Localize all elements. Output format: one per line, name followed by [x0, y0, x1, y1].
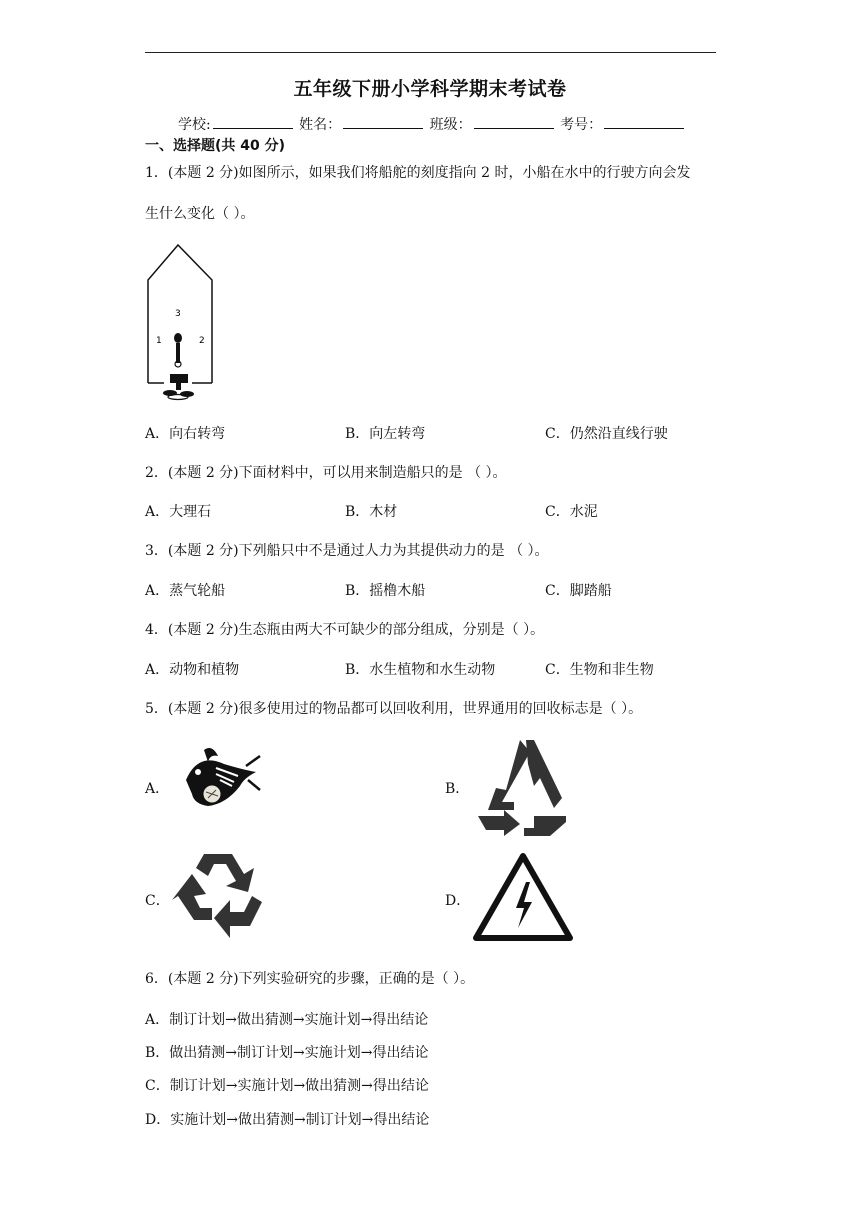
- question-4-stem: 4．(本题 2 分)生态瓶由两大不可缺少的部分组成，分别是（ ）。: [145, 622, 545, 638]
- q4-option-b[interactable]: B．水生植物和水生动物: [345, 662, 496, 678]
- rudder-label-3: 3: [175, 309, 181, 319]
- q6-option-b[interactable]: B．做出猜测→制订计划→实施计划→得出结论: [145, 1045, 429, 1061]
- q5-option-d-label[interactable]: D．: [445, 893, 471, 909]
- q3-option-c[interactable]: C．脚踏船: [545, 583, 612, 599]
- boat-rudder-figure: [140, 240, 220, 410]
- q2-option-c[interactable]: C．水泥: [545, 504, 598, 520]
- q5-option-c-label[interactable]: C．: [145, 893, 170, 909]
- question-5-stem: 5．(本题 2 分)很多使用过的物品都可以回收利用，世界通用的回收标志是（ ）。: [145, 701, 643, 717]
- number-label: 考号：: [560, 117, 603, 133]
- q1-option-a[interactable]: A．向右转弯: [145, 426, 226, 442]
- q6-option-a[interactable]: A．制订计划→做出猜测→实施计划→得出结论: [145, 1012, 429, 1028]
- q2-option-a[interactable]: A．大理石: [145, 504, 212, 520]
- q5-option-b-label[interactable]: B．: [445, 781, 470, 797]
- name-label: 姓名：: [299, 117, 342, 133]
- q4-option-c[interactable]: C．生物和非生物: [545, 662, 654, 678]
- class-label: 班级：: [429, 117, 472, 133]
- q1-option-b[interactable]: B．向左转弯: [345, 426, 426, 442]
- header-rule: [145, 52, 716, 53]
- recycle-icon[interactable]: [170, 848, 270, 944]
- school-blank[interactable]: [213, 114, 293, 129]
- question-2-stem: 2．(本题 2 分)下面材料中，可以用来制造船只的是 （ ）。: [145, 465, 507, 481]
- q1-option-c[interactable]: C．仍然沿直线行驶: [545, 426, 668, 442]
- high-voltage-warning-icon[interactable]: [472, 852, 574, 942]
- student-info-line: [178, 114, 686, 134]
- q2-option-b[interactable]: B．木材: [345, 504, 398, 520]
- name-blank[interactable]: [343, 114, 423, 129]
- fish-logo-icon[interactable]: [182, 742, 262, 814]
- rudder-label-2: 2: [199, 336, 205, 346]
- school-label: 学校:: [178, 117, 211, 133]
- triangle-arrows-icon[interactable]: [474, 738, 570, 836]
- q5-option-a-label[interactable]: A．: [145, 781, 170, 797]
- question-6-stem: 6．(本题 2 分)下列实验研究的步骤，正确的是（ ）。: [145, 971, 475, 987]
- question-3-stem: 3．(本题 2 分)下列船只中不是通过人力为其提供动力的是 （ ）。: [145, 543, 549, 559]
- section-heading: 一、选择题(共 40 分): [145, 138, 286, 154]
- q3-option-b[interactable]: B．摇橹木船: [345, 583, 426, 599]
- page-title: 五年级下册小学科学期末考试卷: [293, 78, 567, 100]
- q6-option-d[interactable]: D．实施计划→做出猜测→制订计划→得出结论: [145, 1112, 430, 1128]
- q3-option-a[interactable]: A．蒸气轮船: [145, 583, 226, 599]
- question-1-stem-line2: 生什么变化（ ）。: [145, 206, 255, 222]
- q4-option-a[interactable]: A．动物和植物: [145, 662, 240, 678]
- class-blank[interactable]: [474, 114, 554, 129]
- number-blank[interactable]: [604, 114, 684, 129]
- rudder-label-1: 1: [156, 336, 162, 346]
- q6-option-c[interactable]: C．制订计划→实施计划→做出猜测→得出结论: [145, 1078, 429, 1094]
- question-1-stem-line1: 1．(本题 2 分)如图所示，如果我们将船舵的刻度指向 2 时，小船在水中的行驶方向会发: [145, 165, 691, 181]
